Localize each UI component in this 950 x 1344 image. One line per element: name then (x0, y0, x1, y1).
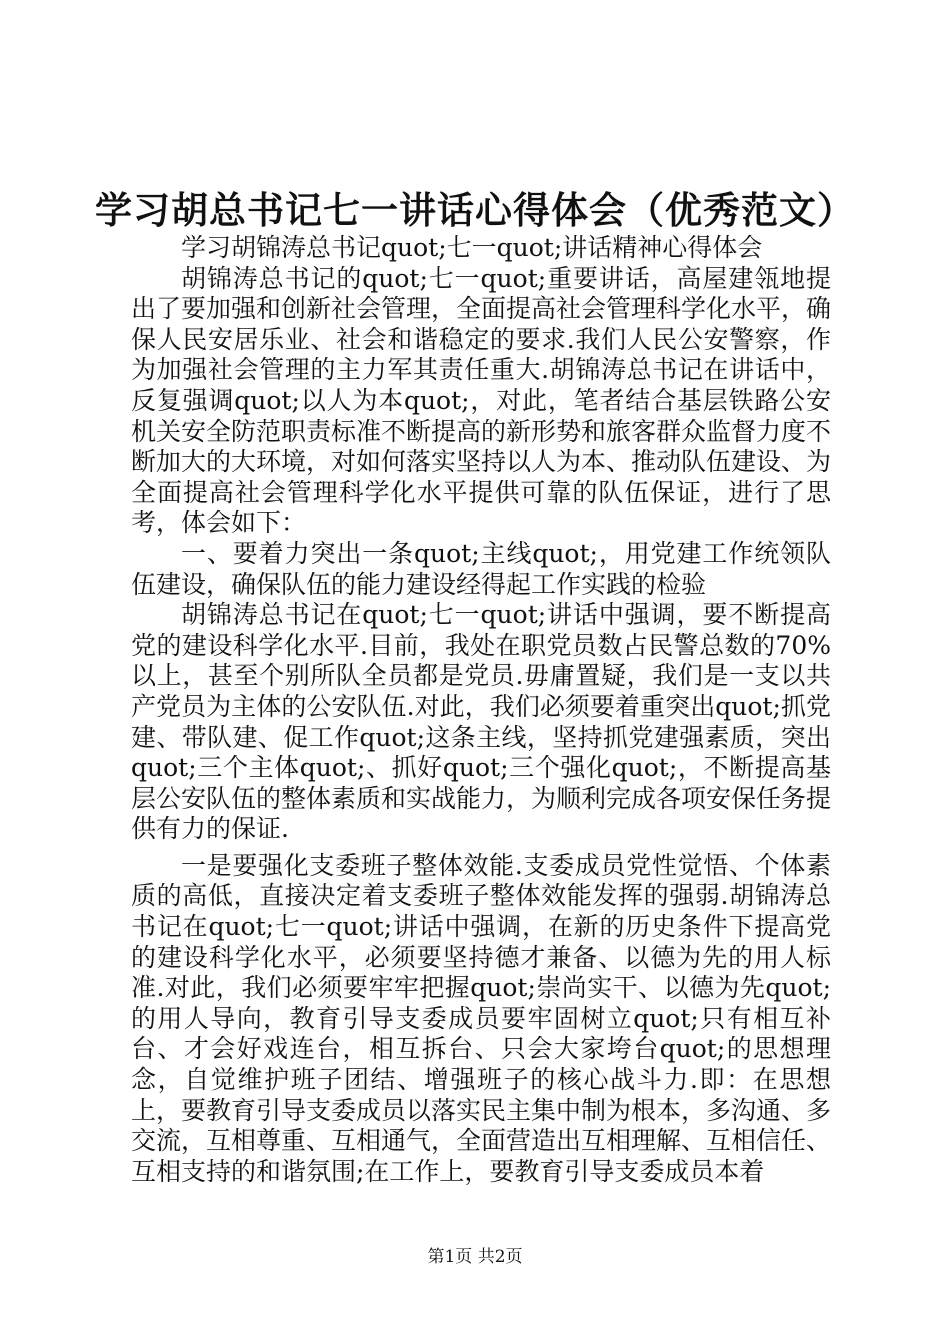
page-footer: 第1页 共2页 (427, 1247, 523, 1267)
paragraph-section-heading: 一、要着力突出一条quot;主线quot;，用党建工作统领队伍建设，确保队伍的能力建设经得起工作实践的检验 (131, 538, 831, 599)
paragraph-committee-efficiency: 一是要强化支委班子整体效能.支委成员党性觉悟、个体素质的高低，直接决定着支委班子整体效能发挥的强弱.胡锦涛总书记在quot;七一quot;讲话中强调，在新的历史条件下提高党的建设科学化水平，必须要坚持德才兼备、以德为先的用人标准.对此，我们必须要牢牢把握quot;崇尚实干、以德为先quot;的用人导向，教育引导支委成员要牢固树立quot;只有相互补台、才会好戏连台，相互拆台、只会大家垮台quot;的思想理念，自觉维护班子团结、增强班子的核心战斗力.即：在思想上，要教育引导支委成员以落实民主集中制为根本，多沟通、多交流，互相尊重、互相通气，全面营造出互相理解、互相信任、互相支持的和谐氛围;在工作上，要教育引导支委成员本着 (131, 850, 832, 1186)
paragraph-party-building: 胡锦涛总书记在quot;七一quot;讲话中强调，要不断提高党的建设科学化水平.目前，我处在职党员数占民警总数的70%以上，甚至个别所队全员都是党员.毋庸置疑，我们是一支以共产党员为主体的公安队伍.对此，我们必须要着重突出quot;抓党建、带队建、促工作quot;这条主线，坚持抓党建强素质，突出quot;三个主体quot;、抓好quot;三个强化quot;，不断提高基层公安队伍的整体素质和实战能力，为顺利完成各项安保任务提供有力的保证. (131, 600, 832, 844)
document-title: 学习胡总书记七一讲话心得体会（优秀范文） (95, 188, 855, 232)
paragraph-intro: 胡锦涛总书记的quot;七一quot;重要讲话，高屋建瓴地提出了要加强和创新社会管理，全面提高社会管理科学化水平，确保人民安居乐业、社会和谐稳定的要求.我们人民公安警察，作为加强社会管理的主力军其责任重大.胡锦涛总书记在讲话中，反复强调quot;以人为本quot;，对此，笔者结合基层铁路公安机关安全防范职责标准不断提高的新形势和旅客群众监督力度不断加大的大环境，对如何落实坚持以人为本、推动队伍建设、为全面提高社会管理科学化水平提供可靠的队伍保证，进行了思考，体会如下： (131, 263, 832, 538)
paragraph-subtitle: 学习胡锦涛总书记quot;七一quot;讲话精神心得体会 (181, 233, 763, 262)
document-body (131, 233, 831, 1187)
